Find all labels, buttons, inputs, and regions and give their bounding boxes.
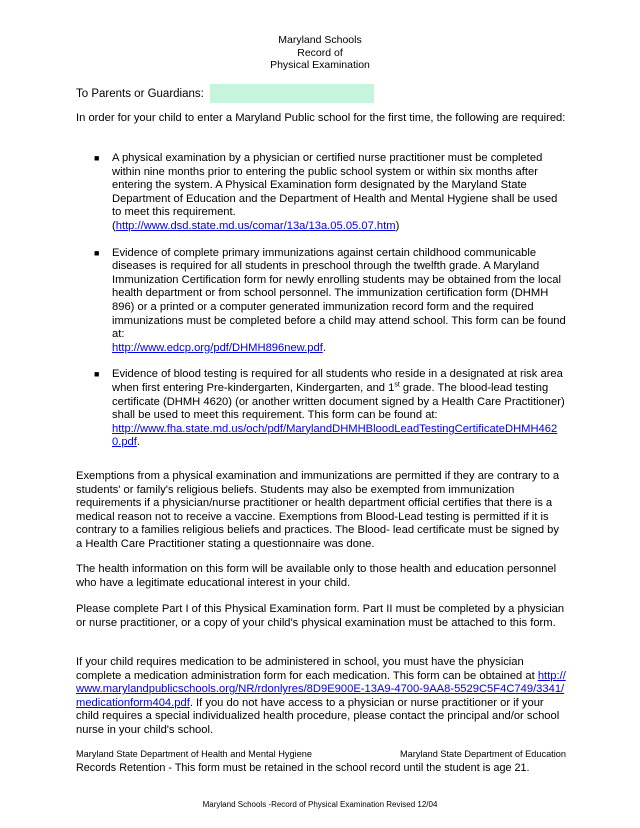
bullet-icon: ■ bbox=[94, 369, 100, 380]
footer-dhmh: Maryland State Department of Health and Mental Hygiene bbox=[76, 749, 312, 759]
intro-paragraph: In order for your child to enter a Maryland Public school for the first time, the following are required: bbox=[76, 112, 566, 124]
blood-lead-certificate-link[interactable]: http://www.fha.state.md.us/och/pdf/MarylandDHMHBloodLeadTestingCertificateDHMH4620.pdf bbox=[112, 422, 558, 449]
requirement-immunizations: ■ Evidence of complete primary immunizations against certain childhood communicable diseases is required for all students in preschool through the twelfth grade. A Maryland Immunization Certification form for newly enrolling students may be obtained from the local health department or from school personnel. The immunization certification form (DHMH 896) or a printed or a computer generated immunization record form and the required immunizations must be completed before a child may attend school. This form can be found at: http://www.edcp.org/pdf/DHMH896new.pdf. bbox=[94, 246, 566, 354]
requirement-blood-testing: ■ Evidence of blood testing is required for all students who reside in a designated at risk area when first entering Pre-kindergarten, Kindergarten, and 1st grade. The blood-lead testing certificate (DHMH 4620) (or another written document signed by a Health Care Practitioner) shall be used to meet this requirement. This form can be found at: http://www.fha.state.md.us/och/pdf/MarylandDHMHBloodLeadTestingCertificateDHMH4620.pdf. bbox=[94, 368, 565, 449]
footer-departments bbox=[76, 749, 566, 759]
title-line-3: Physical Examination bbox=[270, 59, 370, 71]
title-line-1: Maryland Schools bbox=[278, 34, 362, 46]
comar-link[interactable]: http://www.dsd.state.md.us/comar/13a/13a.05.05.07.htm bbox=[115, 219, 396, 232]
requirement-text: Evidence of blood testing is required for all students who reside in a designated at risk area when first entering Pre-kindergarten, Kindergarten, and 1 bbox=[112, 368, 563, 394]
greeting-row bbox=[76, 84, 374, 103]
medication-form-link[interactable]: http://www.marylandpublicschools.org/NR/rdonlyres/8D9E900E-13A9-4700-9AA8-5529C5F4C749/3341/medicationform404.pdf bbox=[76, 669, 566, 709]
medication-text-cont: . If you do not have access to a physician or nurse practitioner or if your child requires a special individualized health procedure, please contact the principal and/or school nurse in your child's school. bbox=[76, 696, 560, 736]
document-title bbox=[0, 34, 640, 72]
bullet-icon: ■ bbox=[94, 247, 100, 258]
health-info-paragraph: The health information on this form will be available only to those health and education personnel who have a legitimate educational interest in your child. bbox=[76, 563, 557, 589]
guardian-name-field[interactable] bbox=[210, 84, 374, 103]
requirement-text: Evidence of complete primary immunizations against certain childhood communicable diseases is required for all students in preschool through the twelfth grade. A Maryland Immunization Certification form for newly enrolling students may be obtained from the local health department or from school personnel. The immunization certification form (DHMH 896) or a printed or a computer generated immunization record form and the required immunizations must be completed before a child may attend school. This form can be found at: bbox=[112, 246, 566, 341]
dhmh896-link[interactable]: http://www.edcp.org/pdf/DHMH896new.pdf bbox=[112, 341, 323, 354]
greeting-label: To Parents or Guardians: bbox=[76, 87, 204, 100]
ordinal-suffix: st bbox=[394, 381, 400, 389]
medication-paragraph bbox=[76, 656, 566, 738]
exemptions-paragraph: Exemptions from a physical examination and immunizations are permitted if they are contrary to a students' or family's religious beliefs. Students may also be exempted from immunization requirements if a physician/nurse practitioner or health department official certifies that there is a medical reason not to receive a vaccine. Exemptions from Blood-Lead testing is permitted if it is contrary to a families religious beliefs and practices. The Blood- lead certificate must be signed by a Health Care Practitioner stating a questionnaire was done. bbox=[76, 470, 560, 550]
requirement-physical-exam: ■ A physical examination by a physician or certified nurse practitioner must be completed within nine months prior to entering the public school system or within six months after entering the system. A Physical Examination form designated by the Maryland State Department of Education and the Department of Health and Mental Hygiene shall be used to meet this requirement. (http://www.dsd.state.md.us/comar/13a/13a.05.05.07.htm) bbox=[94, 152, 558, 232]
page-footer: Maryland Schools -Record of Physical Examination Revised 12/04 bbox=[202, 800, 438, 809]
complete-form-paragraph: Please complete Part I of this Physical Examination form. Part II must be completed by a physician or nurse practitioner, or a copy of your child's physical examination must be attached to this form. bbox=[76, 603, 565, 629]
title-line-2: Record of bbox=[297, 46, 343, 59]
requirement-text-cont: grade. The blood-lead testing certificate (DHMH 4620) (or another written document signed by a Health Care Practitioner) shall be used to meet this requirement. This form can be found at: bbox=[112, 381, 565, 422]
bullet-icon: ■ bbox=[94, 153, 100, 163]
requirements-list bbox=[76, 152, 566, 463]
footer-msde: Maryland State Department of Education bbox=[400, 749, 566, 759]
requirement-text: A physical examination by a physician or certified nurse practitioner must be completed within nine months prior to entering the public school system or within six months after entering the system. A Physical Examination form designated by the Maryland State Department of Education and the Department of Health and Mental Hygiene shall be used to meet this requirement. bbox=[112, 152, 558, 219]
medication-text: If your child requires medication to be administered in school, you must have the physician complete a medication administration form for each medication. This form can be obtained at bbox=[76, 656, 538, 682]
records-retention: Records Retention - This form must be retained in the school record until the student is age 21. bbox=[76, 762, 530, 774]
